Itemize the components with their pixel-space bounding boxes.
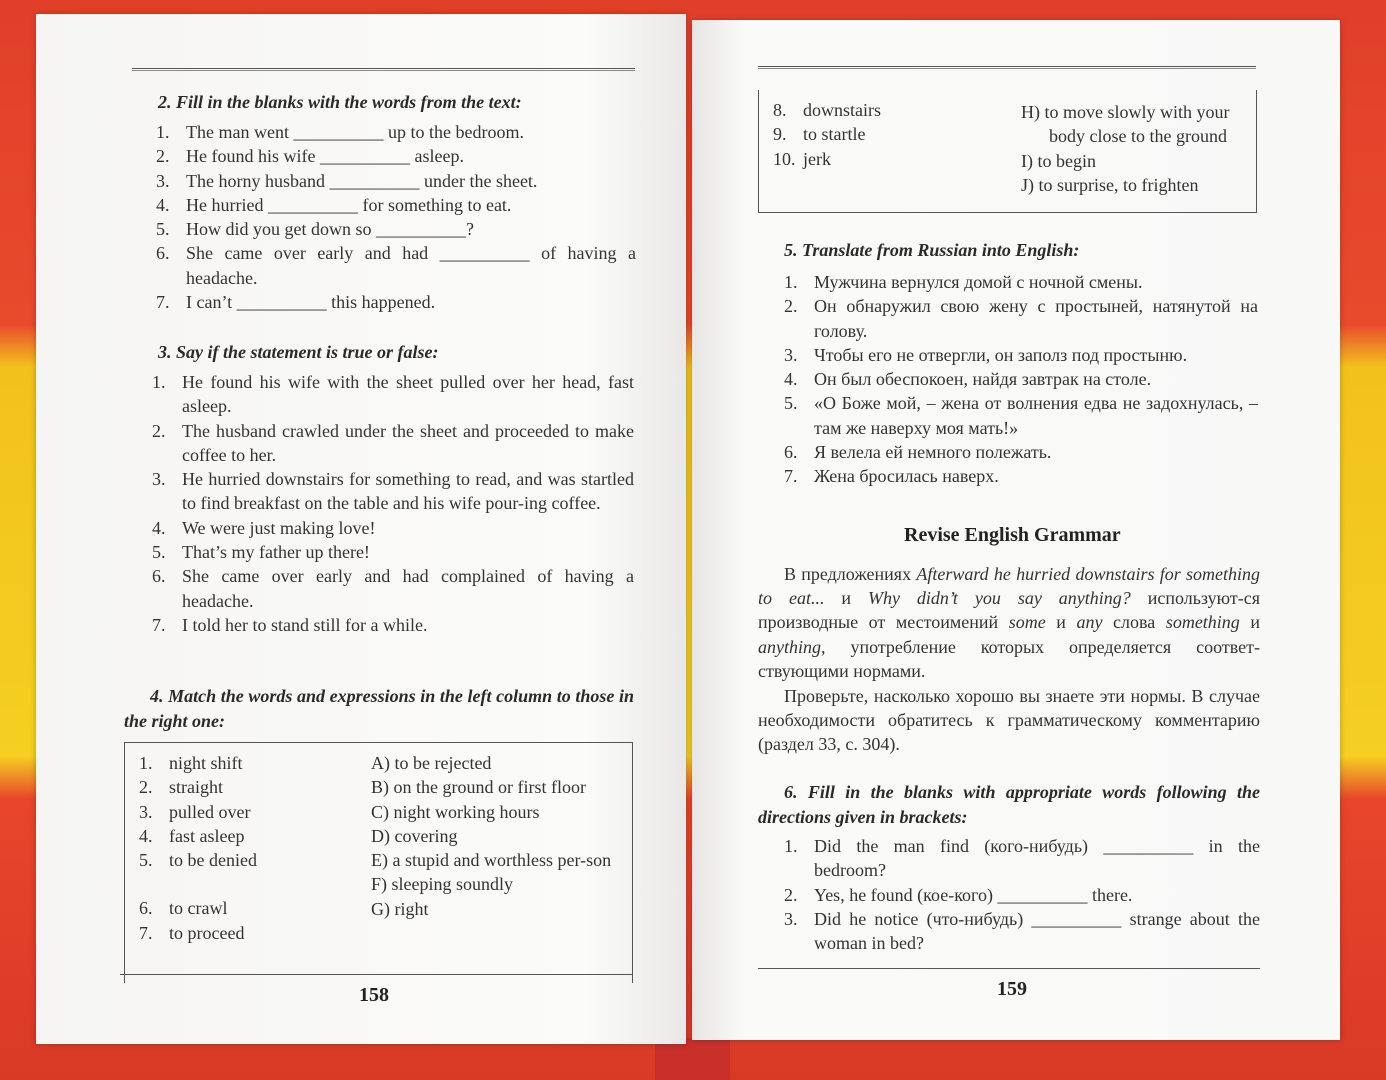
list-item: [139, 824, 359, 848]
item-number: 4.: [156, 194, 170, 215]
paragraph-text: и: [1045, 612, 1077, 633]
item-text: We were just making love!: [182, 517, 376, 538]
match-right-column: [371, 751, 621, 921]
item-text: Жена бросилась наверх.: [814, 466, 999, 487]
english-example: some: [1008, 612, 1046, 633]
list-item: [152, 370, 634, 419]
item-text: to startle: [803, 124, 866, 145]
match-table-continued: [758, 90, 1257, 213]
list-item: [156, 193, 636, 217]
list-item: [784, 464, 1258, 488]
item-text: F) sleeping soundly: [371, 874, 513, 895]
item-number: 7.: [139, 922, 153, 943]
item-number: 3.: [784, 344, 798, 365]
list-item: [784, 440, 1258, 464]
item-text: Чтобы его не отвергли, он заполз под простыню.: [814, 344, 1188, 365]
list-item: [371, 872, 621, 896]
item-text: straight: [169, 777, 223, 798]
list-item: [1021, 100, 1246, 149]
item-number: 3.: [784, 908, 798, 929]
item-number: 6.: [139, 898, 153, 919]
section-3-heading: 3. Say if the statement is true or false:: [158, 342, 439, 362]
item-number: 5.: [156, 219, 170, 240]
page-number: 158: [359, 984, 389, 1006]
left-page: [36, 14, 686, 1044]
list-item: [773, 98, 973, 122]
item-number: 1.: [152, 372, 166, 392]
item-number: 10.: [773, 148, 796, 169]
item-number: 8.: [773, 100, 787, 120]
list-item: [784, 391, 1258, 440]
item-text: He hurried downstairs for something to read, and was startled to find breakfast on the table and his wife pour-ing coffee.: [182, 469, 634, 514]
list-item: [152, 564, 634, 613]
item-number: 7.: [784, 466, 798, 487]
item-number: 5.: [139, 850, 153, 871]
item-number: 6.: [152, 566, 166, 587]
list-item: [773, 122, 973, 146]
list-item: [139, 848, 359, 872]
item-number: 6.: [156, 243, 170, 264]
item-text: Did the man find (кого-нибудь) __________ in the bedroom?: [814, 836, 1260, 881]
paragraph-text: слова: [1102, 612, 1166, 633]
list-item: [156, 169, 636, 193]
english-example: anything: [758, 636, 821, 657]
item-text: B) on the ground or first floor: [371, 777, 586, 798]
item-text: to be denied: [169, 850, 257, 871]
match-table: [124, 742, 633, 983]
list-item: [784, 907, 1260, 956]
list-item: [371, 751, 621, 775]
item-text: C) night working hours: [371, 801, 540, 822]
item-text: I can’t __________ this happened.: [186, 292, 436, 313]
list-item: [156, 120, 636, 144]
list-item: [156, 144, 636, 168]
item-text: He found his wife with the sheet pulled over her head, fast asleep.: [182, 372, 634, 417]
list-item: [152, 540, 634, 564]
item-number: 1.: [784, 272, 798, 292]
grammar-paragraph-1: [758, 562, 1260, 683]
item-text: to crawl: [169, 898, 228, 919]
list-item: [139, 800, 359, 824]
list-item: [152, 613, 634, 637]
item-text: How did you get down so __________?: [186, 219, 474, 240]
item-number: 2.: [139, 777, 153, 798]
item-text: That’s my father up there!: [182, 542, 370, 563]
item-text: D) covering: [371, 825, 458, 846]
list-item: [784, 294, 1258, 343]
match-left-column: [139, 751, 359, 945]
item-text: The horny husband __________ under the sheet.: [186, 170, 538, 191]
bottom-rule: [120, 974, 632, 975]
item-text: Он обнаружил свою жену с простыней, натянутой на голову.: [814, 296, 1258, 341]
item-text: jerk: [803, 148, 831, 169]
paragraph-text: , употребление которых определяется соответ-ствующими нормами.: [758, 636, 1260, 681]
list-item: [152, 419, 634, 468]
item-text: J) to surprise, to frighten: [1021, 174, 1199, 195]
list-item: [156, 290, 636, 314]
item-number: 7.: [156, 292, 170, 313]
item-text: to proceed: [169, 922, 245, 943]
item-text: A) to be rejected: [371, 753, 492, 773]
list-item: [784, 834, 1260, 883]
section-3-list: [152, 370, 634, 637]
match-left-column: [773, 98, 973, 171]
english-example: any: [1076, 612, 1103, 633]
item-text: night shift: [169, 753, 243, 773]
item-text: G) right: [371, 898, 429, 919]
english-example: Why didn’t you say anything?: [868, 588, 1131, 609]
right-page: [692, 20, 1340, 1040]
paragraph-text: и: [1239, 612, 1260, 633]
item-text: Did he notice (что-нибудь) __________ strange about the woman in bed?: [814, 908, 1260, 954]
list-item: [156, 217, 636, 241]
item-number: 2.: [784, 884, 798, 905]
section-5-list: [784, 270, 1258, 489]
item-number: 2.: [156, 146, 170, 167]
paragraph-text: В предложениях: [784, 564, 917, 584]
item-text: He found his wife __________ asleep.: [186, 146, 464, 167]
list-item: [1021, 173, 1246, 197]
item-number: 4.: [784, 369, 798, 390]
bottom-rule: [758, 968, 1260, 969]
item-number: 7.: [152, 614, 166, 635]
item-number: 3.: [152, 469, 166, 490]
item-number: 5.: [784, 393, 798, 414]
english-example: Afterward he hurried downstairs for something to eat...: [758, 564, 1260, 609]
list-item: [773, 147, 973, 171]
item-number: 1.: [139, 753, 153, 773]
section-6-list: [784, 834, 1260, 955]
item-text: E) a stupid and worthless per-son: [371, 850, 612, 871]
list-item: [371, 824, 621, 848]
item-text: I told her to stand still for a while.: [182, 614, 428, 635]
item-number: 3.: [139, 801, 153, 822]
list-item: [784, 270, 1258, 294]
top-rule: [758, 66, 1256, 69]
section-2-list: [156, 120, 636, 314]
list-item: [152, 467, 634, 516]
book-spine: [655, 1038, 730, 1080]
section-2-heading: 2. Fill in the blanks with the words from the text:: [158, 92, 522, 112]
list-item: [139, 775, 359, 799]
page-number: 159: [997, 978, 1027, 1000]
list-item: [1021, 149, 1246, 173]
grammar-title: Revise English Grammar: [904, 524, 1121, 546]
item-number: 2.: [784, 296, 798, 317]
list-item: [784, 343, 1258, 367]
list-item: [152, 516, 634, 540]
list-item: [371, 775, 621, 799]
item-text: The man went __________ up to the bedroom.: [186, 122, 524, 142]
item-text: Я велела ей немного полежать.: [814, 442, 1052, 463]
list-item: [156, 241, 636, 290]
paragraph-text: используют-ся производные от местоимений: [758, 588, 1260, 633]
item-number: 2.: [152, 420, 166, 441]
section-5-heading: 5. Translate from Russian into English:: [784, 240, 1080, 260]
item-number: 5.: [152, 542, 166, 563]
list-item: [139, 896, 359, 920]
item-text: fast asleep: [169, 825, 245, 846]
list-item: [371, 897, 621, 921]
section-6-heading: 6. Fill in the blanks with appropriate words following the directions given in brackets:: [758, 782, 1260, 827]
grammar-paragraph-2: Проверьте, насколько хорошо вы знаете эти нормы. В случае необходимости обратитесь к грамматическому комментарию (раздел 33, с. 304).: [758, 686, 1260, 755]
section-4-heading: 4. Match the words and expressions in the left column to those in the right one:: [124, 686, 634, 731]
item-text: I) to begin: [1021, 150, 1096, 171]
item-text: The husband crawled under the sheet and proceeded to make coffee to her.: [182, 420, 634, 465]
item-text: «О Боже мой, – жена от волнения едва не задохнулась, – там же наверху моя мать!»: [814, 393, 1258, 438]
item-number: 3.: [156, 170, 170, 191]
item-text: pulled over: [169, 801, 251, 822]
item-text: H) to move slowly with your body close to the ground: [1021, 102, 1230, 147]
item-number: 4.: [152, 517, 166, 538]
item-number: 9.: [773, 124, 787, 145]
item-text: Он был обеспокоен, найдя завтрак на столе.: [814, 369, 1152, 390]
item-text: Yes, he found (кое-кого) __________ there.: [814, 884, 1133, 905]
list-item: [139, 921, 359, 945]
list-item: [784, 367, 1258, 391]
item-text: downstairs: [803, 100, 881, 120]
list-item: [784, 883, 1260, 907]
item-text: She came over early and had __________ of having a headache.: [186, 243, 636, 288]
item-text: He hurried __________ for something to eat.: [186, 194, 512, 215]
list-item: [139, 751, 359, 775]
list-item: [371, 848, 621, 872]
match-right-column: [1021, 100, 1246, 197]
item-number: 1.: [784, 836, 798, 856]
item-number: 4.: [139, 825, 153, 846]
item-text: She came over early and had complained of having a headache.: [182, 566, 634, 611]
item-text: Мужчина вернулся домой с ночной смены.: [814, 272, 1143, 292]
list-item: [371, 800, 621, 824]
english-example: something: [1165, 612, 1240, 633]
item-number: 6.: [784, 442, 798, 463]
top-rule: [132, 68, 635, 71]
item-number: 1.: [156, 122, 170, 142]
paragraph-text: и: [824, 588, 868, 609]
